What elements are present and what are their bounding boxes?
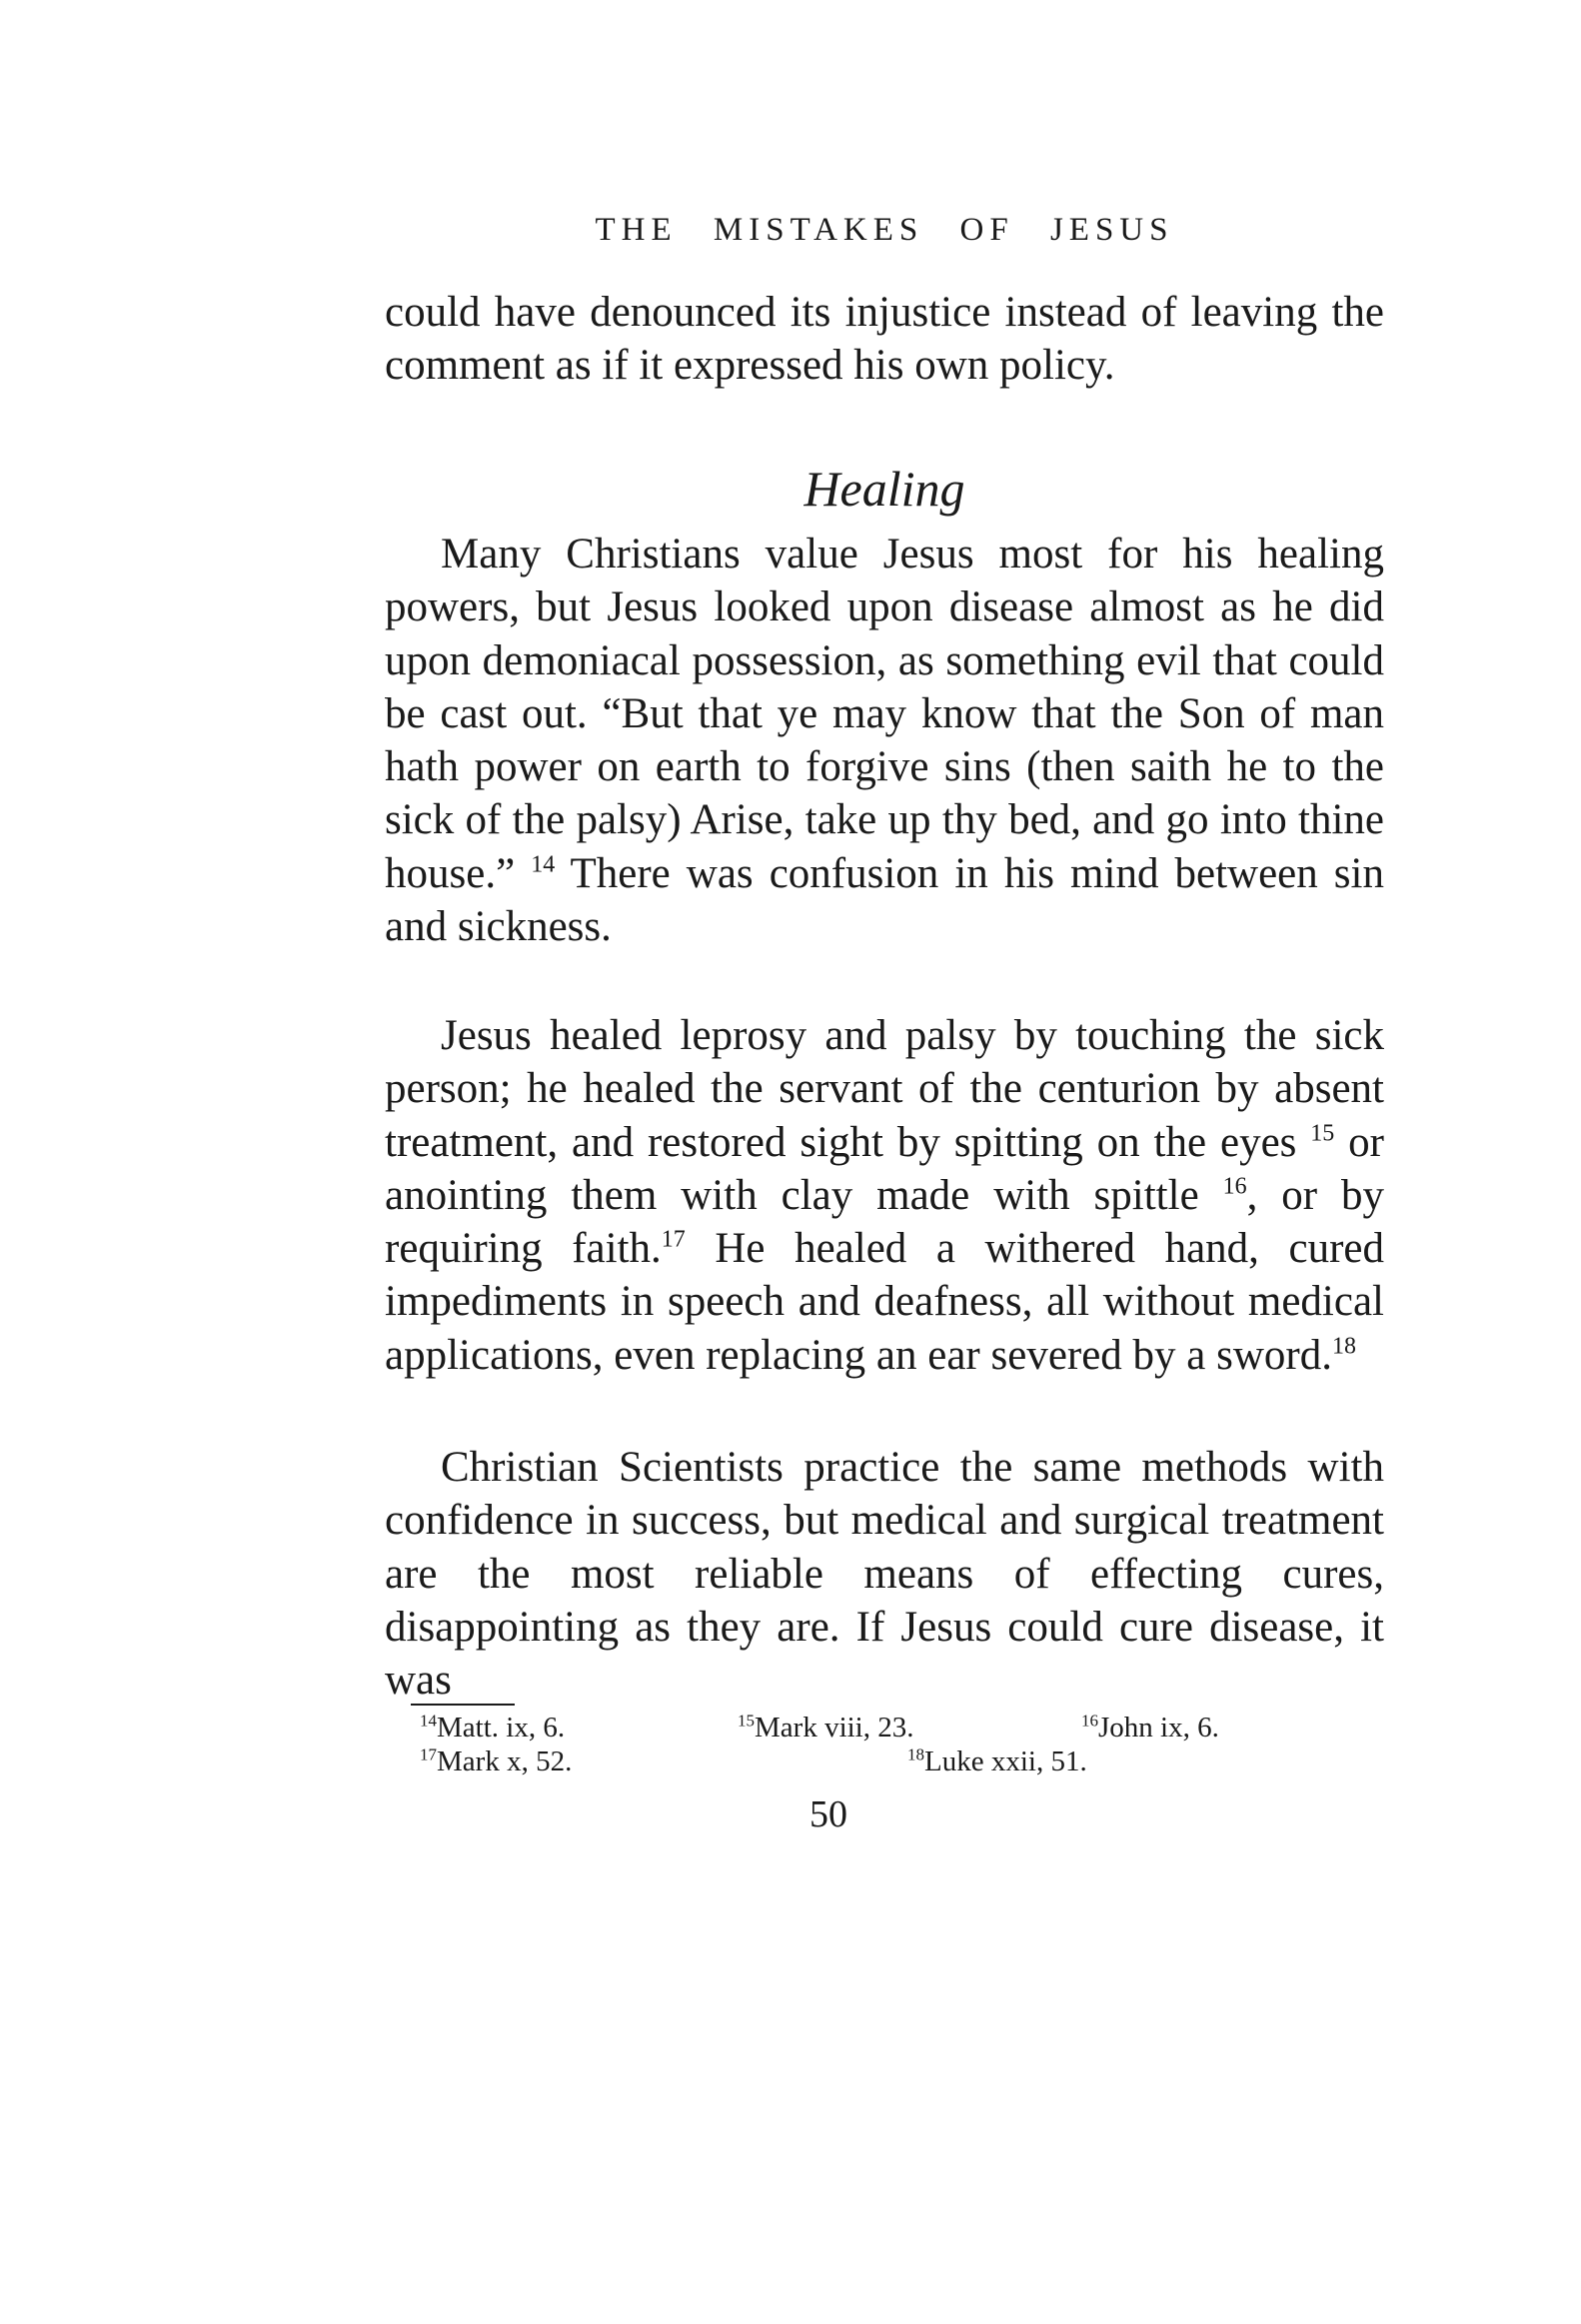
footnote-text: Luke xxii, 51. (924, 1745, 1087, 1777)
footnote-18 (907, 1745, 1087, 1777)
opening-lines (385, 286, 1384, 393)
footnote-number: 16 (1081, 1711, 1098, 1731)
page-number: 50 (809, 1793, 847, 1835)
paragraph-2 (385, 1009, 1384, 1382)
footnote-number: 17 (420, 1744, 437, 1764)
paragraph-1-text-b: There was confusion in his mind between sin and sickness. (385, 849, 1384, 951)
footnote-text: Matt. ix, 6. (437, 1712, 566, 1743)
footnote-ref-15: 15 (1310, 1120, 1335, 1147)
paragraph-3-text: Christian Scientists practice the same methods with confidence in success, but medical and surgical treatment are the most reliable means of effecting cures, disappointing as they are. If Jesus could cure disease, it was (385, 1444, 1384, 1705)
footnote-16 (1081, 1712, 1219, 1743)
footnote-ref-18: 18 (1332, 1333, 1356, 1360)
paragraph-1-text-a: Many Christians value Jesus most for his healing powers, but Jesus looked upon disease almost as he did upon demoniacal possession, as something evil that could be cast out. “But that ye may know that the Son of man hath power on earth to forgive sins (then saith he to the sick of the palsy) Arise, take up thy bed, and go into thine house.” (385, 531, 1384, 897)
paragraph-2-text-b: or anointing them with clay made with spittle (385, 1118, 1384, 1219)
footnote-text: Mark viii, 23. (755, 1712, 914, 1743)
footnote-number: 18 (907, 1744, 924, 1764)
footnote-text: Mark x, 52. (437, 1745, 573, 1777)
opening-text: could have denounced its injustice instead of leaving the comment as if it expressed his own policy. (385, 289, 1384, 390)
paragraph-2-text-c: , or by requiring faith. (385, 1171, 1385, 1273)
footnote-14 (420, 1712, 565, 1743)
footnote-number: 15 (738, 1711, 755, 1731)
footnote-15 (738, 1712, 914, 1743)
footnote-text: John ix, 6. (1098, 1712, 1219, 1743)
paragraph-1 (385, 528, 1384, 953)
footnote-ref-17: 17 (661, 1226, 686, 1253)
paragraph-3 (385, 1441, 1384, 1707)
footnote-rule (411, 1704, 515, 1706)
paragraph-2-text-a: Jesus healed leprosy and palsy by touching the sick person; he healed the servant of the centurion by absent treatment, and restored sight by spitting on the eyes (385, 1012, 1384, 1166)
footnote-ref-16: 16 (1222, 1173, 1247, 1200)
footnote-17 (420, 1745, 572, 1777)
section-heading: Healing (803, 461, 965, 517)
footnote-ref-14: 14 (531, 851, 556, 878)
running-head: THE MISTAKES OF JESUS (595, 212, 1174, 248)
paragraph-2-text-d: He healed a withered hand, cured impediments in speech and deafness, all without medical applications, even replacing an ear severed by a sword. (385, 1225, 1384, 1379)
footnote-number: 14 (420, 1711, 437, 1731)
